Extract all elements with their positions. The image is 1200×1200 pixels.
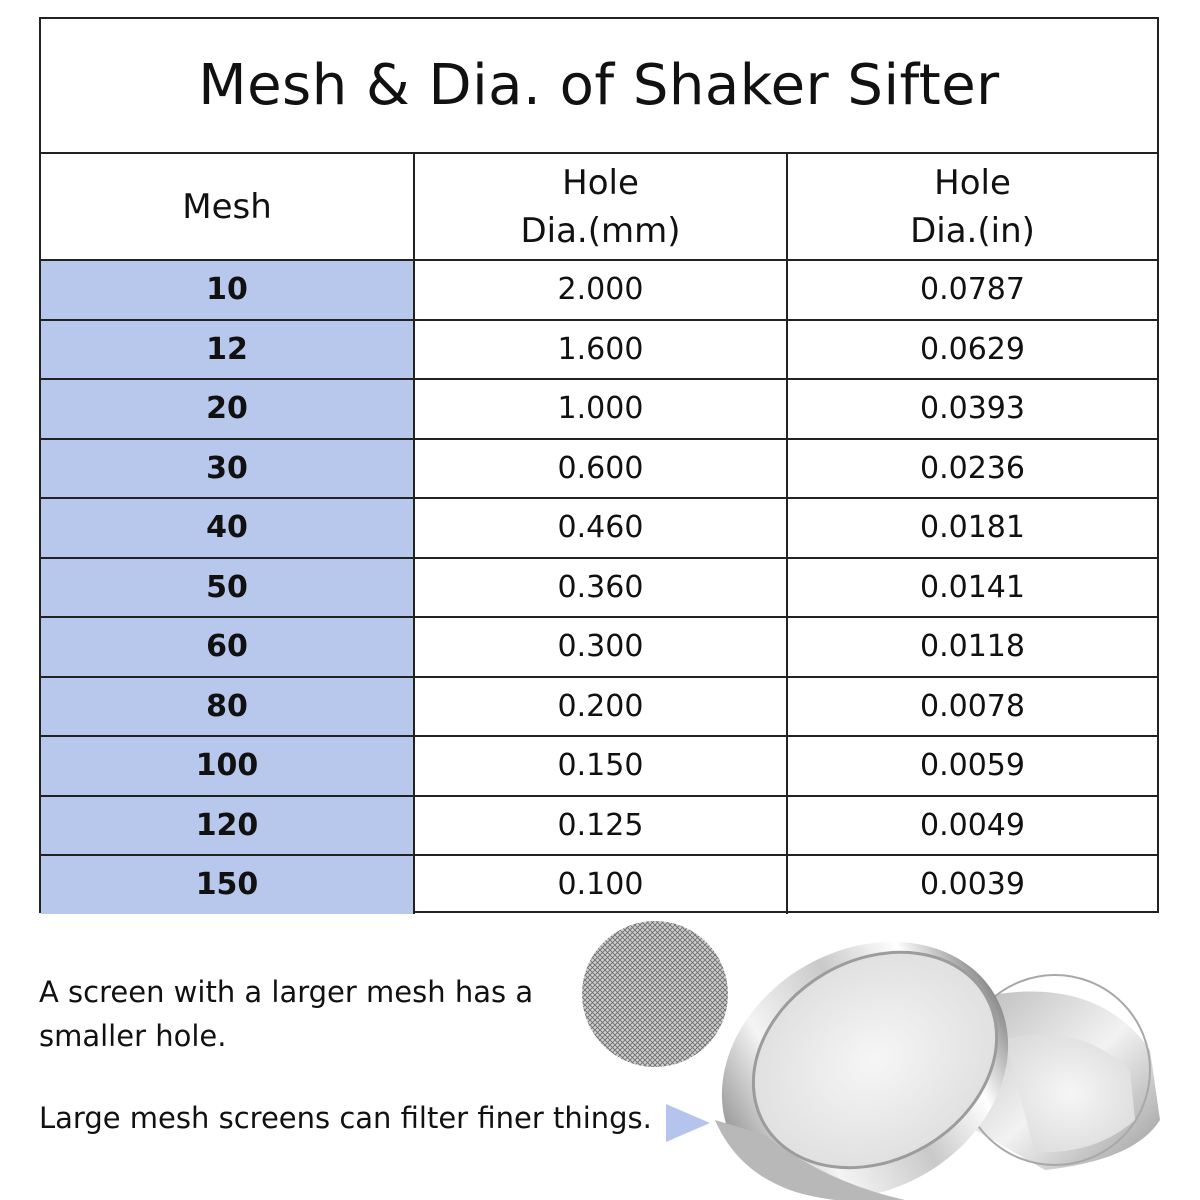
hole-in-cell: 0.0118 — [787, 617, 1157, 677]
hole-in-cell: 0.0181 — [787, 498, 1157, 558]
hole-mm-cell: 0.125 — [414, 796, 787, 856]
hole-mm-cell: 0.460 — [414, 498, 787, 558]
mesh-cell: 50 — [41, 558, 414, 618]
hole-in-cell: 0.0393 — [787, 379, 1157, 439]
hole-mm-cell: 0.360 — [414, 558, 787, 618]
front-sifter — [675, 920, 1055, 1200]
sifter-image — [575, 920, 1185, 1200]
note-larger-mesh: A screen with a larger mesh has a smaller hole. — [39, 975, 534, 1053]
mesh-cell: 10 — [41, 260, 414, 320]
hole-mm-cell: 0.100 — [414, 855, 787, 914]
hole-mm-cell: 2.000 — [414, 260, 787, 320]
hole-mm-cell: 0.300 — [414, 617, 787, 677]
hole-in-cell: 0.0787 — [787, 260, 1157, 320]
hole-mm-cell: 0.600 — [414, 439, 787, 499]
table-row — [41, 379, 1157, 439]
table-header-row — [41, 154, 1157, 260]
table-row — [41, 677, 1157, 737]
mesh-table-sheet — [39, 17, 1159, 913]
table-row — [41, 736, 1157, 796]
hole-in-cell: 0.0049 — [787, 796, 1157, 856]
hole-in-cell: 0.0629 — [787, 320, 1157, 380]
table-row — [41, 498, 1157, 558]
mesh-cell: 40 — [41, 498, 414, 558]
hole-in-cell: 0.0039 — [787, 855, 1157, 914]
table-row — [41, 796, 1157, 856]
mesh-cell: 120 — [41, 796, 414, 856]
hole-in-cell: 0.0141 — [787, 558, 1157, 618]
table-row — [41, 260, 1157, 320]
table-row — [41, 439, 1157, 499]
mesh-cell: 60 — [41, 617, 414, 677]
header-hole-dia-mm: Hole Dia.(mm) — [414, 154, 787, 260]
hole-mm-cell: 1.000 — [414, 379, 787, 439]
hole-mm-cell: 0.200 — [414, 677, 787, 737]
mesh-table — [41, 154, 1157, 914]
mesh-cell: 150 — [41, 855, 414, 914]
hole-mm-cell: 1.600 — [414, 320, 787, 380]
hole-mm-cell: 0.150 — [414, 736, 787, 796]
mesh-cell: 30 — [41, 439, 414, 499]
mesh-cell: 12 — [41, 320, 414, 380]
header-hole-dia-in: Hole Dia.(in) — [787, 154, 1157, 260]
table-row — [41, 320, 1157, 380]
hole-in-cell: 0.0059 — [787, 736, 1157, 796]
mesh-cell: 100 — [41, 736, 414, 796]
hole-in-cell: 0.0236 — [787, 439, 1157, 499]
table-row — [41, 617, 1157, 677]
mesh-cell: 80 — [41, 677, 414, 737]
table-row — [41, 558, 1157, 618]
wire-mesh-circle — [581, 920, 729, 1068]
page-title: Mesh & Dia. of Shaker Sifter — [41, 19, 1157, 154]
mesh-cell: 20 — [41, 379, 414, 439]
hole-in-cell: 0.0078 — [787, 677, 1157, 737]
note-finer-filter: Large mesh screens can filter finer things. — [39, 1101, 652, 1135]
table-row — [41, 855, 1157, 914]
header-mesh: Mesh — [41, 154, 414, 260]
